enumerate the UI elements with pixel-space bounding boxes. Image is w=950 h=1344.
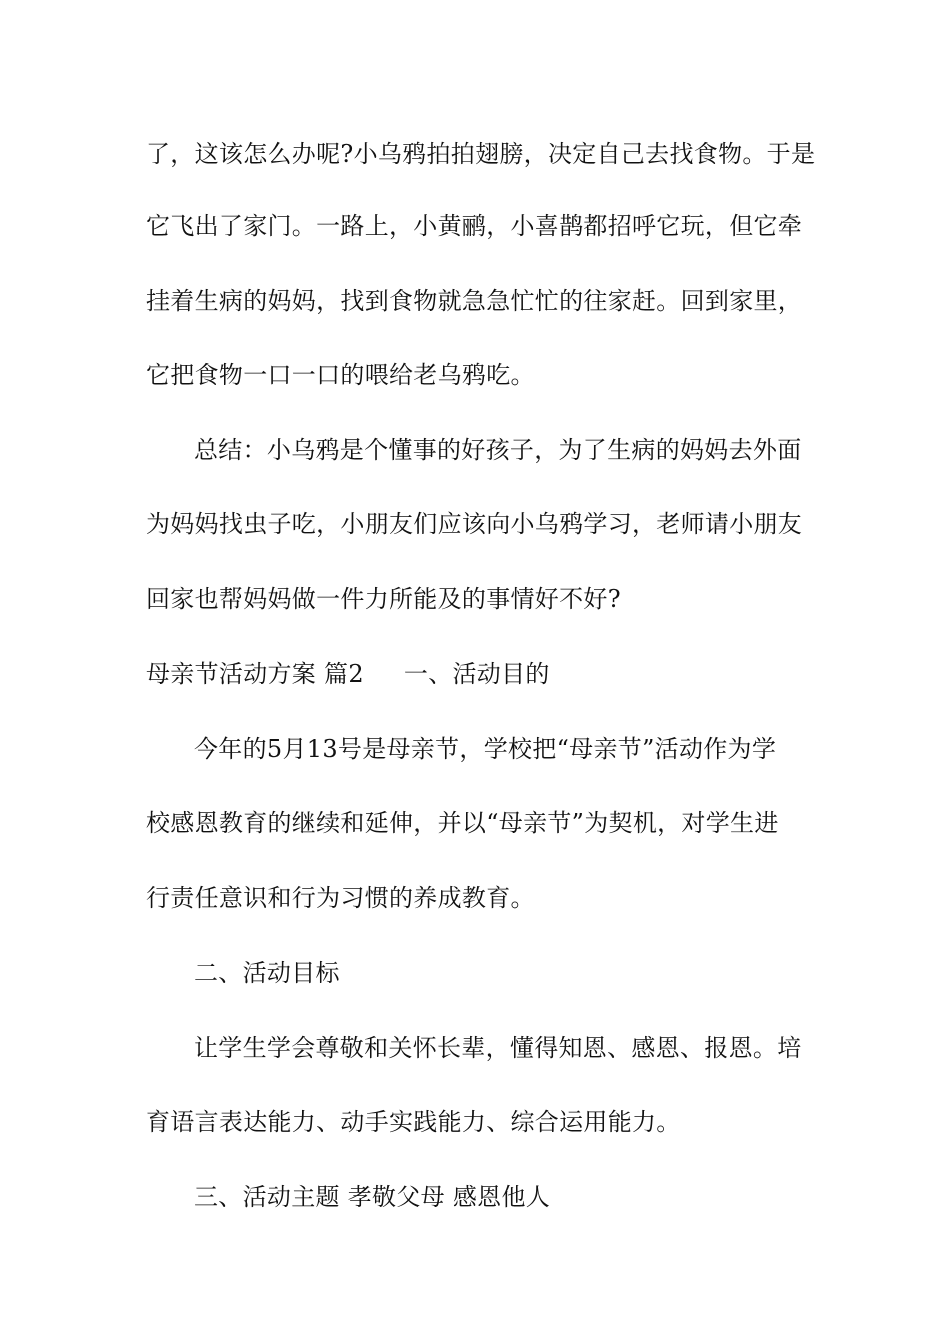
objective-paragraph: 让学生学会尊敬和关怀长辈，懂得知恩、感恩、报恩。培 — [194, 1034, 802, 1062]
objective-heading: 二、活动目标 — [194, 959, 340, 987]
body-text-line: 它把食物一口一口的喂给老乌鸦吃。 — [146, 361, 535, 389]
purpose-paragraph: 今年的5月13号是母亲节，学校把“母亲节”活动作为学 — [194, 735, 777, 763]
summary-paragraph: 总结：小乌鸦是个懂事的好孩子，为了生病的妈妈去外面 — [194, 436, 802, 464]
body-text-line: 育语言表达能力、动手实践能力、综合运用能力。 — [146, 1108, 681, 1136]
body-text-line: 回家也帮妈妈做一件力所能及的事情好不好? — [146, 585, 621, 613]
section-heading — [146, 659, 810, 689]
body-text-line: 校感恩教育的继续和延伸，并以“母亲节”为契机，对学生进 — [146, 809, 779, 837]
body-text-line: 挂着生病的妈妈，找到食物就急急忙忙的往家赶。回到家里， — [146, 287, 803, 315]
theme-heading: 三、活动主题 孝敬父母 感恩他人 — [194, 1183, 551, 1211]
body-text-line: 了，这该怎么办呢?小乌鸦拍拍翅膀，决定自己去找食物。于是 — [146, 140, 816, 168]
body-text-line: 它飞出了家门。一路上，小黄鹂，小喜鹊都招呼它玩，但它牵 — [146, 212, 803, 240]
section-subheading: 一、活动目的 — [403, 660, 550, 688]
section-title: 母亲节活动方案 篇2 — [146, 660, 364, 688]
body-text-line: 行责任意识和行为习惯的养成教育。 — [146, 884, 535, 912]
body-text-line: 为妈妈找虫子吃，小朋友们应该向小乌鸦学习，老师请小朋友 — [146, 510, 803, 538]
